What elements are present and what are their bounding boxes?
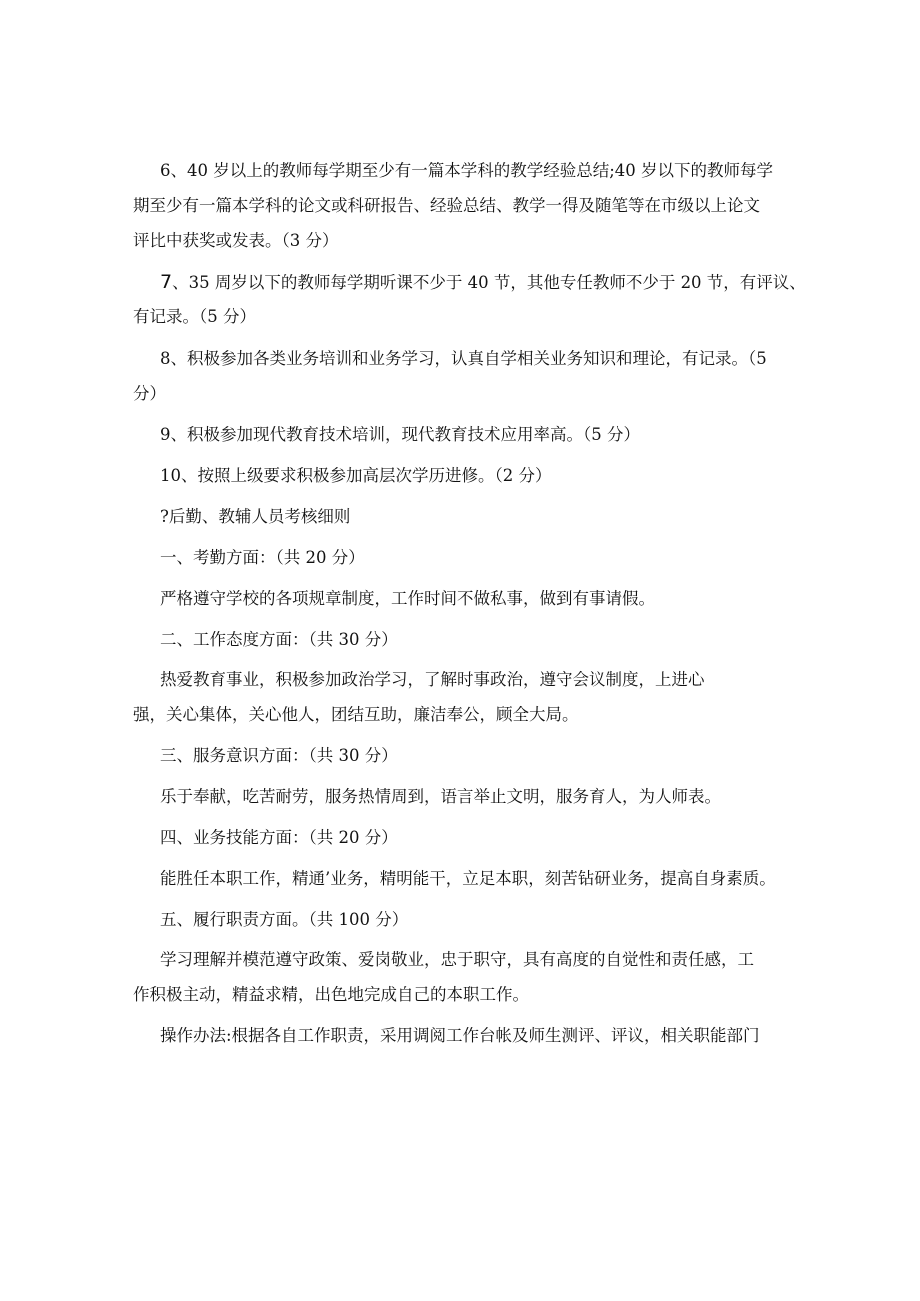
section-5-text-line-1: 学习理解并模范遵守政策、爱岗敬业，忠于职守，具有高度的自觉性和责任感，工	[160, 950, 754, 969]
item-7-line-1	[0, 271, 920, 294]
section-1-text: 严格遵守学校的各项规章制度，工作时间不做私事，做到有事请假。	[160, 589, 655, 608]
section-2-text-line-2: 强，关心集体，关心他人，团结互助，廉洁奉公，顾全大局。	[133, 705, 579, 724]
section-2-heading: 二、工作态度方面：（共 30 分）	[160, 630, 398, 649]
section-3-text: 乐于奉献，吃苦耐劳，服务热情周到，语言举止文明，服务育人，为人师表。	[160, 787, 721, 806]
item-9: 9、积极参加现代教育技术培训，现代教育技术应用率高。（5 分）	[160, 425, 640, 444]
section-5-heading: 五、履行职责方面。（共 100 分）	[160, 910, 409, 929]
item-6-line-3: 评比中获奖或发表。（3 分）	[133, 231, 339, 250]
item-8-line-1: 8、积极参加各类业务培训和业务学习，认真自学相关业务知识和理论，有记录。（5	[160, 349, 767, 368]
item-7-line-2: 有记录。（5 分）	[133, 307, 256, 326]
item-8-line-2: 分）	[133, 384, 166, 403]
logistics-heading: ?后勤、教辅人员考核细则	[160, 507, 351, 526]
item-7-text: 、35 周岁以下的教师每学期听课不少于 40 节，其他专任教师不少于 20 节，有评议、	[172, 273, 806, 292]
operation-method-text: 操作办法:根据各自工作职责，采用调阅工作台帐及师生测评、评议，相关职能部门	[160, 1026, 760, 1045]
section-4-heading: 四、业务技能方面：（共 20 分）	[160, 828, 398, 847]
section-5-text-line-2: 作积极主动，精益求精，出色地完成自己的本职工作。	[133, 985, 529, 1004]
item-6-line-1: 6、40 岁以上的教师每学期至少有一篇本学科的教学经验总结;40 岁以下的教师每学	[160, 161, 774, 180]
section-1-heading: 一、考勤方面：（共 20 分）	[160, 548, 365, 567]
section-4-text: 能胜任本职工作，精通’业务，精明能干，立足本职，刻苦钻研业务，提高自身素质。	[160, 869, 776, 888]
item-10: 10、按照上级要求积极参加高层次学历进修。（2 分）	[160, 466, 552, 485]
item-6-line-2: 期至少有一篇本学科的论文或科研报告、经验总结、教学一得及随笔等在市级以上论文	[133, 196, 760, 215]
item-7-number: 7	[160, 271, 173, 293]
section-3-heading: 三、服务意识方面：（共 30 分）	[160, 746, 398, 765]
section-2-text-line-1: 热爱教育事业，积极参加政治学习，了解时事政治，遵守会议制度，上进心	[160, 670, 705, 689]
